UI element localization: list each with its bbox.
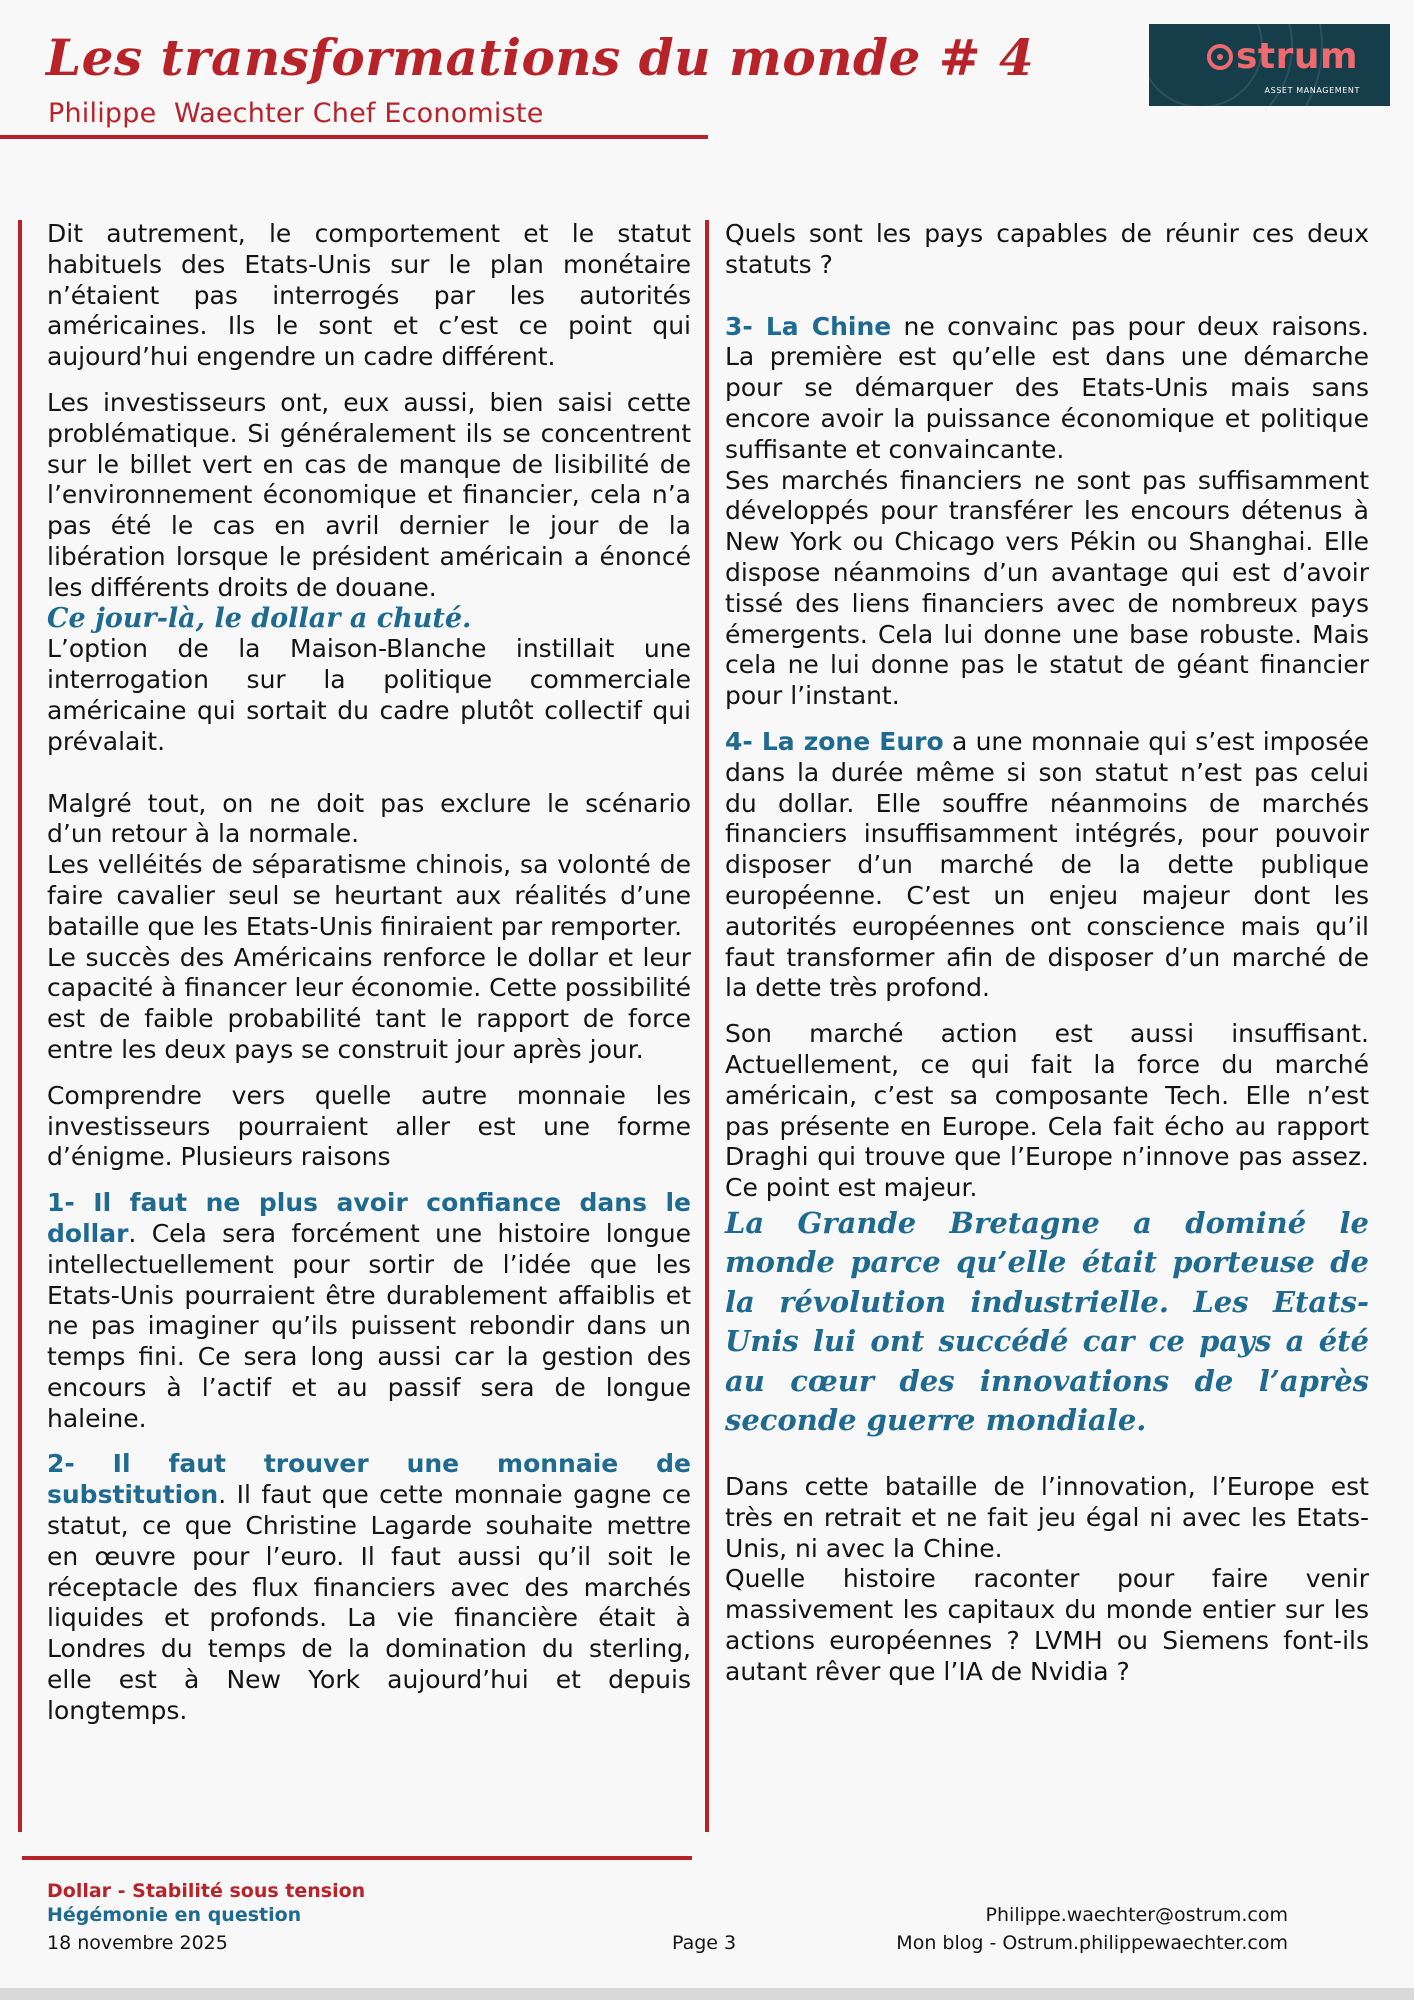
point-4: [725, 727, 1369, 1004]
point-3-title: 3- La Chine: [725, 311, 892, 341]
paragraph: Quels sont les pays capables de réunir ces deux statuts ?: [725, 219, 1369, 279]
footer-blog-link[interactable]: Mon blog - Ostrum.philippewaechter.com: [896, 1932, 1288, 1954]
section-heading: Ce jour-là, le dollar a chuté.: [47, 602, 472, 634]
spacer: [725, 281, 1369, 312]
ostrum-logo: [1149, 24, 1390, 106]
point-4-text: a une monnaie qui s’est imposée dans la durée même si son statut n’est pas celui du dollar. Elle souffre néanmoins de marchés financiers insuffisamment intégrés, pour pouvoir disposer d’un marché de la dette publique européenne. C’est un enjeu majeur dont les autorités européennes ont conscience mais qu’il faut transformer afin de disposer d’un marché de la dette très profond.: [725, 726, 1369, 1003]
footer-divider: [22, 1856, 692, 1860]
spacer: [725, 1441, 1369, 1472]
logo-wordmark: [1207, 36, 1358, 77]
paragraph: Le succès des Américains renforce le dollar et leur capacité à financer leur économie. Cette possibilité est de faible probabilité tant le rapport de force entre les deux pays se construit jour après jour.: [47, 942, 691, 1064]
point-1: [47, 1188, 691, 1434]
paragraph: Son marché action est aussi insuffisant. Actuellement, ce qui fait la force du marché américain, c’est sa composante Tech. Elle n’est pas présente en Europe. Cela fait écho au rapport Draghi qui trouve que l’Europe n’innove pas assez. Ce point est majeur.: [725, 1019, 1369, 1203]
paragraph: Dans cette bataille de l’innovation, l’Europe est très en retrait et ne fait jeu égal ni avec les Etats-Unis, ni avec la Chine.: [725, 1471, 1369, 1563]
right-column: [725, 219, 1369, 1687]
logo-tagline: ASSET MANAGEMENT: [1264, 86, 1360, 95]
center-column-bar: [705, 220, 709, 1832]
paragraph: Comprendre vers quelle autre monnaie les investisseurs pourraient aller est une forme d’énigme. Plusieurs raisons: [47, 1080, 691, 1172]
left-column-bar: [18, 220, 22, 1832]
paragraph: Dit autrement, le comportement et le statut habituels des Etats-Unis sur le plan monétaire n’étaient pas interrogés par les autorités américaines. Ils le sont et c’est ce point qui aujourd’hui engendre un cadre différent.: [47, 219, 691, 372]
paragraph: L’option de la Maison-Blanche instillait une interrogation sur la politique commerciale américaine qui sortait du cadre plutôt collectif qui prévalait.: [47, 634, 691, 756]
footer-topic-2: Hégémonie en question: [47, 1904, 302, 1926]
point-1-text: . Cela sera forcément une histoire longue intellectuellement pour sortir de l’idée que les Etats-Unis pourraient être durablement affaiblis et ne pas imaginer qu’ils puissent rebondir dans un temps fini. Ce sera long aussi car la gestion des encours à l’actif et au passif sera de longue haleine.: [47, 1218, 691, 1433]
point-2: [47, 1449, 691, 1726]
left-column: [47, 219, 691, 1727]
bottom-page-edge: [0, 1988, 1414, 2000]
point-3: [725, 312, 1369, 466]
point-3-text: ne convainc pas pour deux raisons. La première est qu’elle est dans une démarche pour se démarquer des Etats-Unis mais sans encore avoir la puissance économique et politique suffisante et convaincante.: [725, 311, 1370, 464]
point-4-title: 4- La zone Euro: [725, 726, 944, 756]
paragraph: Quelle histoire raconter pour faire venir massivement les capitaux du monde entier sur les actions européennes ? LVMH ou Siemens font-ils autant rêver que l’IA de Nvidia ?: [725, 1564, 1369, 1686]
footer-email-link[interactable]: Philippe.waechter@ostrum.com: [985, 1904, 1288, 1926]
spacer: [47, 758, 691, 789]
paragraph: Les investisseurs ont, eux aussi, bien saisi cette problématique. Si généralement ils se concentrent sur le billet vert en cas de manque de lisibilité de l’environnement économique et financier, cela n’a pas été le cas en avril dernier le jour de la libération lorsque le président américain a énoncé les différents droits de douane.: [47, 387, 691, 602]
logo-name-rest: strum: [1236, 36, 1359, 77]
point-1-title: 1- Il faut ne plus avoir confiance dans le dollar: [47, 1188, 691, 1248]
paragraph: Malgré tout, on ne doit pas exclure le scénario d’un retour à la normale.: [47, 788, 691, 849]
pull-quote: La Grande Bretagne a dominé le monde parce qu’elle était porteuse de la révolution industrielle. Les Etats-Unis lui ont succédé car ce pays a été au cœur des innovations de l’après seconde guerre mondiale.: [725, 1205, 1369, 1438]
paragraph: Ses marchés financiers ne sont pas suffisamment développés pour transférer les encours détenus à New York ou Chicago vers Pékin ou Shanghai. Elle dispose néanmoins d’un avantage qui est d’avoir tissé des liens financiers avec de nombreux pays émergents. Cela lui donne une base robuste. Mais cela ne lui donne pas le statut de géant financier pour l’instant.: [725, 465, 1369, 711]
page-title: Les transformations du monde # 4: [46, 28, 1035, 87]
point-2-text: . Il faut que cette monnaie gagne ce statut, ce que Christine Lagarde souhaite mettre en œuvre pour l’euro. Il faut aussi qu’il soit le réceptacle des flux financiers avec des marchés liquides et profonds. La vie financière était à Londres du temps de la domination du sterling, elle est à New York aujourd’hui et depuis longtemps.: [47, 1480, 691, 1725]
point-2-title: 2- Il faut trouver une monnaie de substitution: [47, 1449, 691, 1510]
footer-date: 18 novembre 2025: [47, 1932, 228, 1954]
author-subtitle: Philippe Waechter Chef Economiste: [48, 98, 544, 129]
footer-topic-1: Dollar - Stabilité sous tension: [47, 1880, 366, 1902]
paragraph: Les velléités de séparatisme chinois, sa volonté de faire cavalier seul se heurtant aux réalités d’une bataille que les Etats-Unis finiraient par remporter.: [47, 850, 691, 941]
header-divider: [0, 135, 708, 139]
logo-o-icon: [1207, 44, 1233, 70]
page-number: Page 3: [672, 1932, 737, 1954]
